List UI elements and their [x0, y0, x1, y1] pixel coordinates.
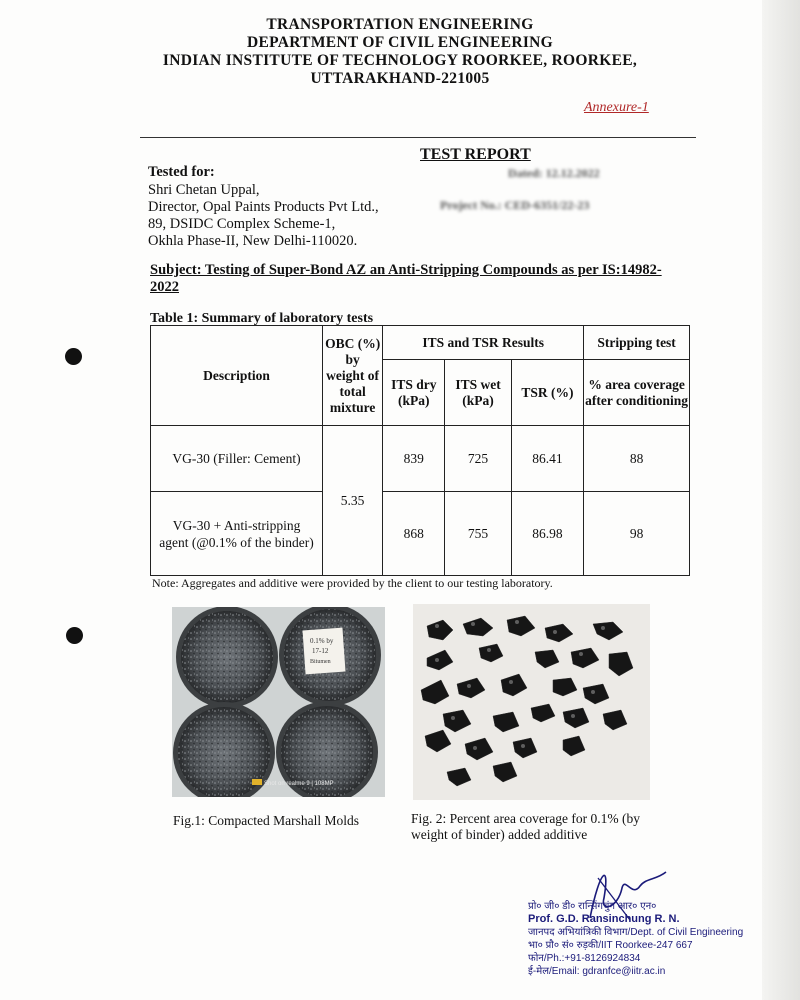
- header-its-tsr: ITS and TSR Results: [383, 326, 584, 360]
- summary-table: [150, 325, 690, 576]
- header-stripping: Stripping test: [584, 326, 690, 360]
- coverage-value: 98: [584, 492, 690, 576]
- its-dry-value: 868: [383, 492, 445, 576]
- row-description: VG-30 (Filler: Cement): [151, 426, 323, 492]
- table-note: Note: Aggregates and additive were provided by the client to our testing laboratory.: [152, 576, 553, 590]
- header-address-line: UTTARAKHAND-221005: [310, 70, 490, 87]
- official-stamp: [528, 900, 744, 978]
- coated-aggregates-photo: [413, 604, 650, 800]
- project-number: Project No.: CED-6351/22-23: [440, 198, 590, 212]
- client-address-line: Okhla Phase-II, New Delhi-110020.: [148, 233, 358, 249]
- header-its-dry: ITS dry (kPa): [383, 360, 445, 426]
- stamp-department: जानपद अभियांत्रिकी विभाग/Dept. of Civil Engineering: [528, 927, 744, 938]
- header-department-line: DEPARTMENT OF CIVIL ENGINEERING: [246, 34, 554, 51]
- stamp-name: Prof. G.D. Ransinchung R. N.: [528, 913, 680, 925]
- client-address-line: Director, Opal Paints Products Pvt Ltd.,: [148, 199, 379, 215]
- report-title: TEST REPORT: [420, 146, 531, 163]
- coverage-value: 88: [584, 426, 690, 492]
- its-wet-value: 725: [445, 426, 511, 492]
- marshall-molds-photo: [172, 607, 385, 797]
- stamp-institute: भा० प्रौ० सं० रुड़की/IIT Roorkee-247 667: [528, 940, 693, 951]
- svg-text:Bitumen: Bitumen: [310, 659, 331, 665]
- report-date: Dated: 12.12.2022: [508, 166, 600, 180]
- header-obc: OBC (%) by weight of total mixture: [323, 326, 383, 426]
- header-its-wet: ITS wet (kPa): [445, 360, 511, 426]
- punch-hole: [66, 627, 83, 644]
- its-dry-value: 839: [383, 426, 445, 492]
- horizontal-rule: [140, 137, 696, 138]
- table-row: [151, 426, 690, 492]
- stamp-phone: फोन/Ph.:+91-8126924834: [528, 953, 641, 964]
- client-address-line: 89, DSIDC Complex Scheme-1,: [148, 216, 336, 232]
- subject-line: Subject: Testing of Super-Bond AZ an Anti-Stripping Compounds as per IS:14982-2022: [150, 262, 662, 295]
- punch-hole: [65, 348, 82, 365]
- tested-for-label: Tested for:: [148, 164, 215, 180]
- tsr-value: 86.98: [511, 492, 584, 576]
- row-description: VG-30 + Anti-stripping agent (@0.1% of the binder): [151, 492, 323, 576]
- header-department-line: TRANSPORTATION ENGINEERING: [266, 16, 534, 33]
- sample-label-text: 0.1% by: [310, 637, 334, 645]
- svg-text:17-12: 17-12: [312, 647, 329, 655]
- header-tsr: TSR (%): [511, 360, 584, 426]
- client-address-line: Shri Chetan Uppal,: [148, 182, 260, 198]
- annexure-label: Annexure-1: [584, 100, 649, 115]
- stamp-email: ई-मेल/Email: gdranfce@iitr.ac.in: [528, 966, 666, 977]
- tsr-value: 86.41: [511, 426, 584, 492]
- figure-1-caption: Fig.1: Compacted Marshall Molds: [173, 813, 359, 828]
- figure-2-caption: Fig. 2: Percent area coverage for 0.1% (by weight of binder) added additive: [411, 811, 641, 842]
- scan-edge-shadow: [762, 0, 800, 1000]
- header-area-coverage: % area coverage after conditioning: [584, 360, 690, 426]
- table-caption: Table 1: Summary of laboratory tests: [150, 311, 374, 326]
- camera-watermark: Shot on realme 9 | 108MP: [264, 781, 334, 787]
- stamp-hindi-name: प्रो० जी० डी० रान्सिंगचुंग आर० एन०: [528, 901, 657, 912]
- obc-value: 5.35: [323, 426, 383, 576]
- table-row: [151, 492, 690, 576]
- header-institute-line: INDIAN INSTITUTE OF TECHNOLOGY ROORKEE, ROORKEE,: [162, 52, 638, 69]
- header-description: Description: [151, 326, 323, 426]
- camera-logo: [252, 779, 262, 785]
- its-wet-value: 755: [445, 492, 511, 576]
